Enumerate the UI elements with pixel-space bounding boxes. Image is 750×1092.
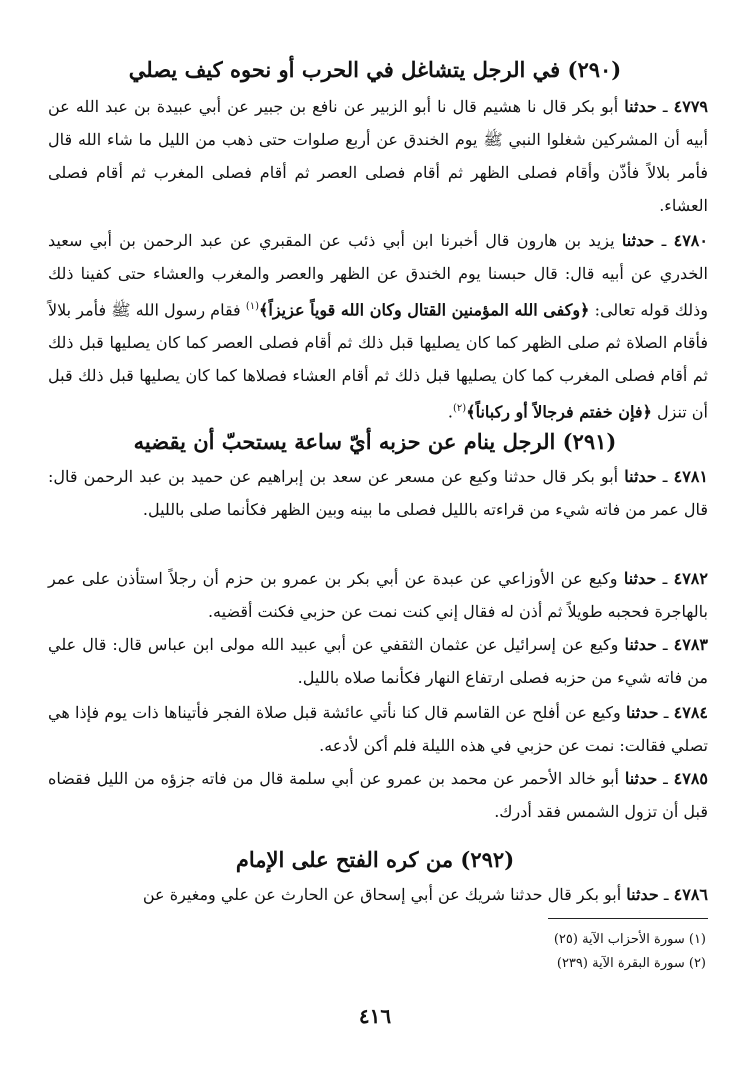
hadith-lead: حدثنا bbox=[626, 703, 659, 722]
hadith-text: أبو بكر قال حدثنا وكيع عن مسعر عن سعد بن إبراهيم عن حميد بن عبد الرحمن قال: قال عمر من فاته شيء من قراءته بالليل فصلى ما بينه وبين الظهر فكأنما صلى بالليل. bbox=[48, 467, 708, 519]
hadith-number: ٤٧٧٩ bbox=[673, 97, 709, 116]
hadith-number: ٤٧٨١ bbox=[673, 467, 708, 486]
hadith-number: ٤٧٨٣ bbox=[673, 635, 709, 654]
hadith-4783: ٤٧٨٣ ـ حدثنا وكيع عن إسرائيل عن عثمان الثقفي عن أبي عبيد الله مولى ابن عباس قال: قال علي من فاته شيء من حزبه فصلى ارتفاع النهار فكأنما صلاه بالليل. bbox=[48, 635, 709, 687]
quran-verse: ﴿وكفى الله المؤمنين القتال وكان الله قوياً عزيزاً﴾ bbox=[259, 300, 590, 320]
hadith-text: وكيع عن إسرائيل عن عثمان الثقفي عن أبي عبيد الله مولى ابن عباس قال: قال علي من فاته شيء من حزبه فصلى ارتفاع النهار فكأنما صلاه بالليل. bbox=[48, 635, 708, 687]
hadith-number: ٤٧٨٤ bbox=[673, 703, 708, 722]
hadith-text: يزيد بن هارون قال أخبرنا ابن أبي ذئب عن المقبري عن عبد الرحمن بن أبي سعيد الخدري عن أبيه قال: قال حبسنا يوم الخندق عن الظهر والعصر والمغرب والعشاء حتى كفينا ذلك وذلك قوله تعالى: bbox=[48, 231, 709, 320]
section-heading-290: (٢٩٠) في الرجل يتشاغل في الحرب أو نحوه كيف يصلي bbox=[128, 57, 622, 82]
hadith-4780: ٤٧٨٠ ـ حدثنا يزيد بن هارون قال أخبرنا ابن أبي ذئب عن المقبري عن عبد الرحمن بن أبي سعيد الخدري عن أبيه قال: قال حبسنا يوم الخندق عن الظهر والعصر والمغرب والعشاء حتى كفينا ذلك وذلك قوله تعالى: ﴿وكفى الله المؤمنين القتال وكان الله قوياً عزيزاً﴾$^{(١)}$ فقام رسول الله ﷺ فأمر بلالاً فأقام الصلاة ثم صلى الظهر كما كان يصليها قبل ذلك ثم أقام فصلى العصر كما كان يصليها قبل ذلك ثم أقام فصلى المغرب كما كان يصليها قبل ذلك ثم أقام العشاء فصلاها كما كان يصليها قبل ذلك قبل أن تنزل ﴿فإن خفتم فرجالاً أو ركباناً﴾$^{(٢)}$. bbox=[48, 231, 709, 422]
quran-verse: ﴿فإن خفتم فرجالاً أو ركباناً﴾ bbox=[466, 402, 652, 422]
hadith-number: ٤٧٨٢ bbox=[673, 569, 708, 588]
hadith-4781: ٤٧٨١ ـ حدثنا أبو بكر قال حدثنا وكيع عن مسعر عن سعد بن إبراهيم عن حميد بن عبد الرحمن قال: قال عمر من فاته شيء من قراءته بالليل فصلى ما بينه وبين الظهر فكأنما صلى بالليل. bbox=[48, 467, 708, 519]
hadith-4779: ٤٧٧٩ ـ حدثنا أبو بكر قال نا هشيم قال نا أبو الزبير عن نافع بن جبير عن أبي عبيدة بن عبد الله عن أبيه أن المشركين شغلوا النبي ﷺ يوم الخندق عن أربع صلوات حتى ذهب من الليل ما شاء الله قال فأمر بلالاً فأذّن وأقام فصلى الظهر ثم أقام فصلى العصر ثم أقام فصلى المغرب ثم أقام فصلى العشاء. bbox=[48, 97, 709, 215]
section-heading-292: (٢٩٢) من كره الفتح على الإمام bbox=[235, 847, 515, 872]
hadith-lead: حدثنا bbox=[626, 885, 659, 904]
footnote-ref: (١) bbox=[245, 301, 260, 312]
hadith-4786: ٤٧٨٦ ـ حدثنا أبو بكر قال حدثنا شريك عن أبي إسحاق عن الحارث عن علي ومغيرة عن bbox=[142, 885, 708, 904]
hadith-text: فقام رسول الله ﷺ فأمر بلالاً فأقام الصلاة ثم صلى الظهر كما كان يصليها قبل ذلك ثم أقام فصلى العصر كما كان يصليها قبل ذلك ثم أقام فصلى المغرب كما كان يصليها قبل ذلك ثم أقام العشاء فصلاها كما كان يصليها قبل ذلك قبل أن تنزل bbox=[48, 300, 708, 422]
hadith-text: أبو بكر قال حدثنا شريك عن أبي إسحاق عن الحارث عن علي ومغيرة عن bbox=[142, 885, 622, 904]
footnote-2: (٢) سورة البقرة الآية (٢٣٩) bbox=[556, 956, 706, 971]
section-heading-291: (٢٩١) الرجل ينام عن حزبه أيّ ساعة يستحبّ أن يقضيه bbox=[133, 429, 617, 454]
hadith-lead: حدثنا bbox=[623, 569, 657, 588]
hadith-number: ٤٧٨٦ bbox=[673, 885, 708, 904]
hadith-text: أبو بكر قال نا هشيم قال نا أبو الزبير عن نافع بن جبير عن أبي عبيدة بن عبد الله عن أبيه أن المشركين شغلوا النبي ﷺ يوم الخندق عن أربع صلوات حتى ذهب من الليل ما شاء الله قال فأمر بلالاً فأذّن وأقام فصلى الظهر ثم أقام فصلى العصر ثم أقام فصلى المغرب ثم أقام فصلى العشاء. bbox=[48, 97, 708, 215]
hadith-4785: ٤٧٨٥ ـ حدثنا أبو خالد الأحمر عن محمد بن عمرو عن أبي سلمة قال من فاته جزؤه من الليل فقضاه قبل أن تزول الشمس فقد أدرك. bbox=[48, 769, 709, 821]
hadith-number: ٤٧٨٥ bbox=[673, 769, 709, 788]
hadith-lead: حدثنا bbox=[624, 635, 657, 654]
page-number: ٤١٦ bbox=[358, 1004, 392, 1028]
hadith-lead: حدثنا bbox=[624, 769, 658, 788]
hadith-lead: حدثنا bbox=[624, 97, 657, 116]
hadith-text: وكيع عن أفلح عن القاسم قال كنا نأتي عائشة قبل صلاة الفجر فأتيناها ذات يوم فإذا هي تصلي فقالت: نمت عن حزبي في هذه الليلة فلم أكن لأدعه. bbox=[48, 703, 708, 755]
hadith-number: ٤٧٨٠ bbox=[673, 231, 708, 250]
hadith-text: أبو خالد الأحمر عن محمد بن عمرو عن أبي سلمة قال من فاته جزؤه من الليل فقضاه قبل أن تزول الشمس فقد أدرك. bbox=[48, 769, 708, 821]
hadith-text-end: . bbox=[447, 402, 454, 422]
hadith-4782: ٤٧٨٢ ـ حدثنا وكيع عن الأوزاعي عن عبدة عن أبي بكر بن عمرو بن حزم أن رجلاً استأذن على عمر بالهاجرة فحجبه طويلاً ثم أذن له فقال إني كنت نمت عن حزبي فكنت أقضيه. bbox=[48, 569, 708, 621]
hadith-lead: حدثنا bbox=[624, 467, 657, 486]
hadith-4784: ٤٧٨٤ ـ حدثنا وكيع عن أفلح عن القاسم قال كنا نأتي عائشة قبل صلاة الفجر فأتيناها ذات يوم فإذا هي تصلي فقالت: نمت عن حزبي في هذه الليلة فلم أكن لأدعه. bbox=[48, 703, 708, 755]
footnote-1: (١) سورة الأحزاب الآية (٢٥) bbox=[553, 932, 706, 947]
footnote-ref: (٢) bbox=[453, 403, 467, 415]
footnote-separator bbox=[548, 918, 708, 919]
hadith-lead: حدثنا bbox=[621, 231, 655, 250]
hadith-text: وكيع عن الأوزاعي عن عبدة عن أبي بكر بن عمرو بن حزم أن رجلاً استأذن على عمر بالهاجرة فحجبه طويلاً ثم أذن له فقال إني كنت نمت عن حزبي فكنت أقضيه. bbox=[48, 569, 708, 621]
